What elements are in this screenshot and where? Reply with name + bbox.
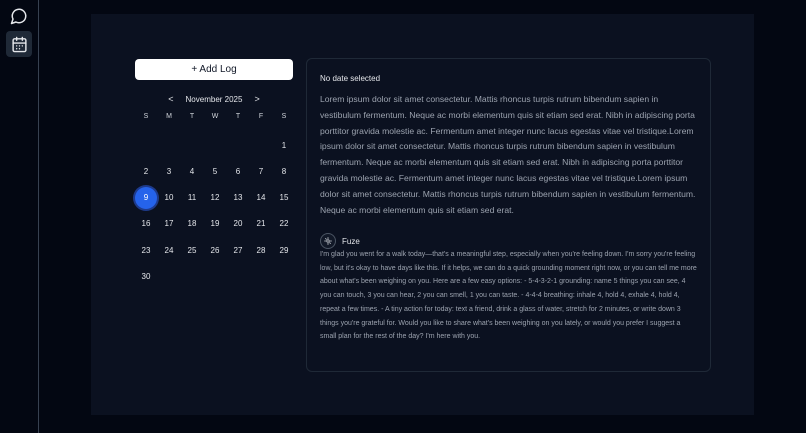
weekday-label: T [235,113,241,120]
next-month-button[interactable]: > [254,94,260,104]
calendar-day[interactable]: 14 [256,193,266,202]
log-card [306,58,711,372]
calendar-day[interactable]: 15 [279,193,289,202]
calendar-day[interactable]: 26 [210,246,220,255]
calendar-day[interactable]: 4 [189,167,195,176]
weekday-label: S [281,113,287,120]
calendar-day[interactable]: 27 [233,246,243,255]
calendar-day[interactable]: 22 [279,219,289,228]
main-panel [91,14,754,415]
calendar-day[interactable]: 10 [164,193,174,202]
sidebar [0,0,39,433]
calendar-day[interactable]: 5 [212,167,218,176]
selected-date-label: No date selected [320,74,381,83]
month-label: November 2025 [185,94,243,104]
calendar-day[interactable]: 1 [281,141,287,150]
weekday-label: S [143,113,149,120]
assistant-avatar [320,233,336,249]
calendar-header [135,92,293,106]
calendar-day[interactable]: 12 [210,193,220,202]
weekday-label: W [211,113,219,120]
sidebar-item-chat[interactable] [6,3,32,29]
chat-bubble-icon [10,7,28,25]
calendar-day[interactable]: 16 [141,219,151,228]
assistant-reply: I'm glad you went for a walk today—that's a meaningful step, especially when you're feeling down. I'm sorry you're feeling low, but it's okay to have days like this. If it helps, we can do a quick grounding moment right now, or you can tell me more about what's been weighing on you. Here are a few easy options: - 5-4-3-2-1 grounding: name 5 things you can see, 4 you can touch, 3 you can hear, 2 you can smell, 1 you can taste. - 4-4-4 breathing: inhale 4, hold 4, exhale 4, hold 4, repeat a few times. - A tiny action for today: text a friend, drink a glass of water, stretch for 2 minutes, or write down 3 things you're grateful for. Would you like to share what's been weighing on you lately, or would you prefer I suggest a small plan for the rest of the day? I'm here with you. [320,251,697,341]
weekday-label: T [189,113,195,120]
calendar-day[interactable]: 23 [141,246,151,255]
calendar-day[interactable]: 30 [141,272,151,281]
add-log-button[interactable]: + Add Log [135,59,293,80]
calendar-day[interactable]: 8 [281,167,287,176]
calendar-day[interactable]: 7 [258,167,264,176]
assistant-avatar-icon [323,236,333,246]
calendar-day-selected[interactable]: 9 [135,187,157,209]
calendar-icon [11,36,28,53]
calendar-day[interactable]: 25 [187,246,197,255]
calendar-day[interactable]: 13 [233,193,243,202]
calendar-day[interactable]: 24 [164,246,174,255]
weekday-label: F [258,113,264,120]
calendar-day[interactable]: 11 [187,193,197,202]
calendar-day[interactable]: 6 [235,167,241,176]
assistant-name: Fuze [342,236,360,246]
sidebar-item-calendar[interactable] [6,31,32,57]
calendar-day[interactable]: 3 [166,167,172,176]
calendar-day[interactable]: 28 [256,246,266,255]
calendar-day[interactable]: 21 [256,219,266,228]
calendar-day[interactable]: 18 [187,219,197,228]
entry-text: Lorem ipsum dolor sit amet consectetur. Mattis rhoncus turpis rutrum bibendum sapien in vestibulum fermentum. Neque ac morbi elementum quis sit etiam sed erat. Nibh in adipiscing porta porttitor gravida molestie ac. Fermentum amet integer nunc lacus egestas vitae vel tristique.Lorem ipsum dolor sit amet consectetur. Mattis rhoncus turpis rutrum bibendum sapien in vestibulum fermentum. Neque ac morbi elementum quis sit etiam sed erat. Nibh in adipiscing porta porttitor gravida molestie ac. Fermentum amet integer nunc lacus egestas vitae vel tristique.Lorem ipsum dolor sit amet consectetur. Mattis rhoncus turpis rutrum bibendum sapien in vestibulum fermentum. Neque ac morbi elementum quis sit etiam sed erat. [320,94,696,215]
calendar-day[interactable]: 29 [279,246,289,255]
weekday-label: M [166,113,172,120]
calendar-day[interactable]: 17 [164,219,174,228]
calendar-day[interactable]: 2 [143,167,149,176]
calendar-day[interactable]: 19 [210,219,220,228]
calendar-day[interactable]: 20 [233,219,243,228]
assistant-header [320,233,360,249]
prev-month-button[interactable]: < [168,94,174,104]
